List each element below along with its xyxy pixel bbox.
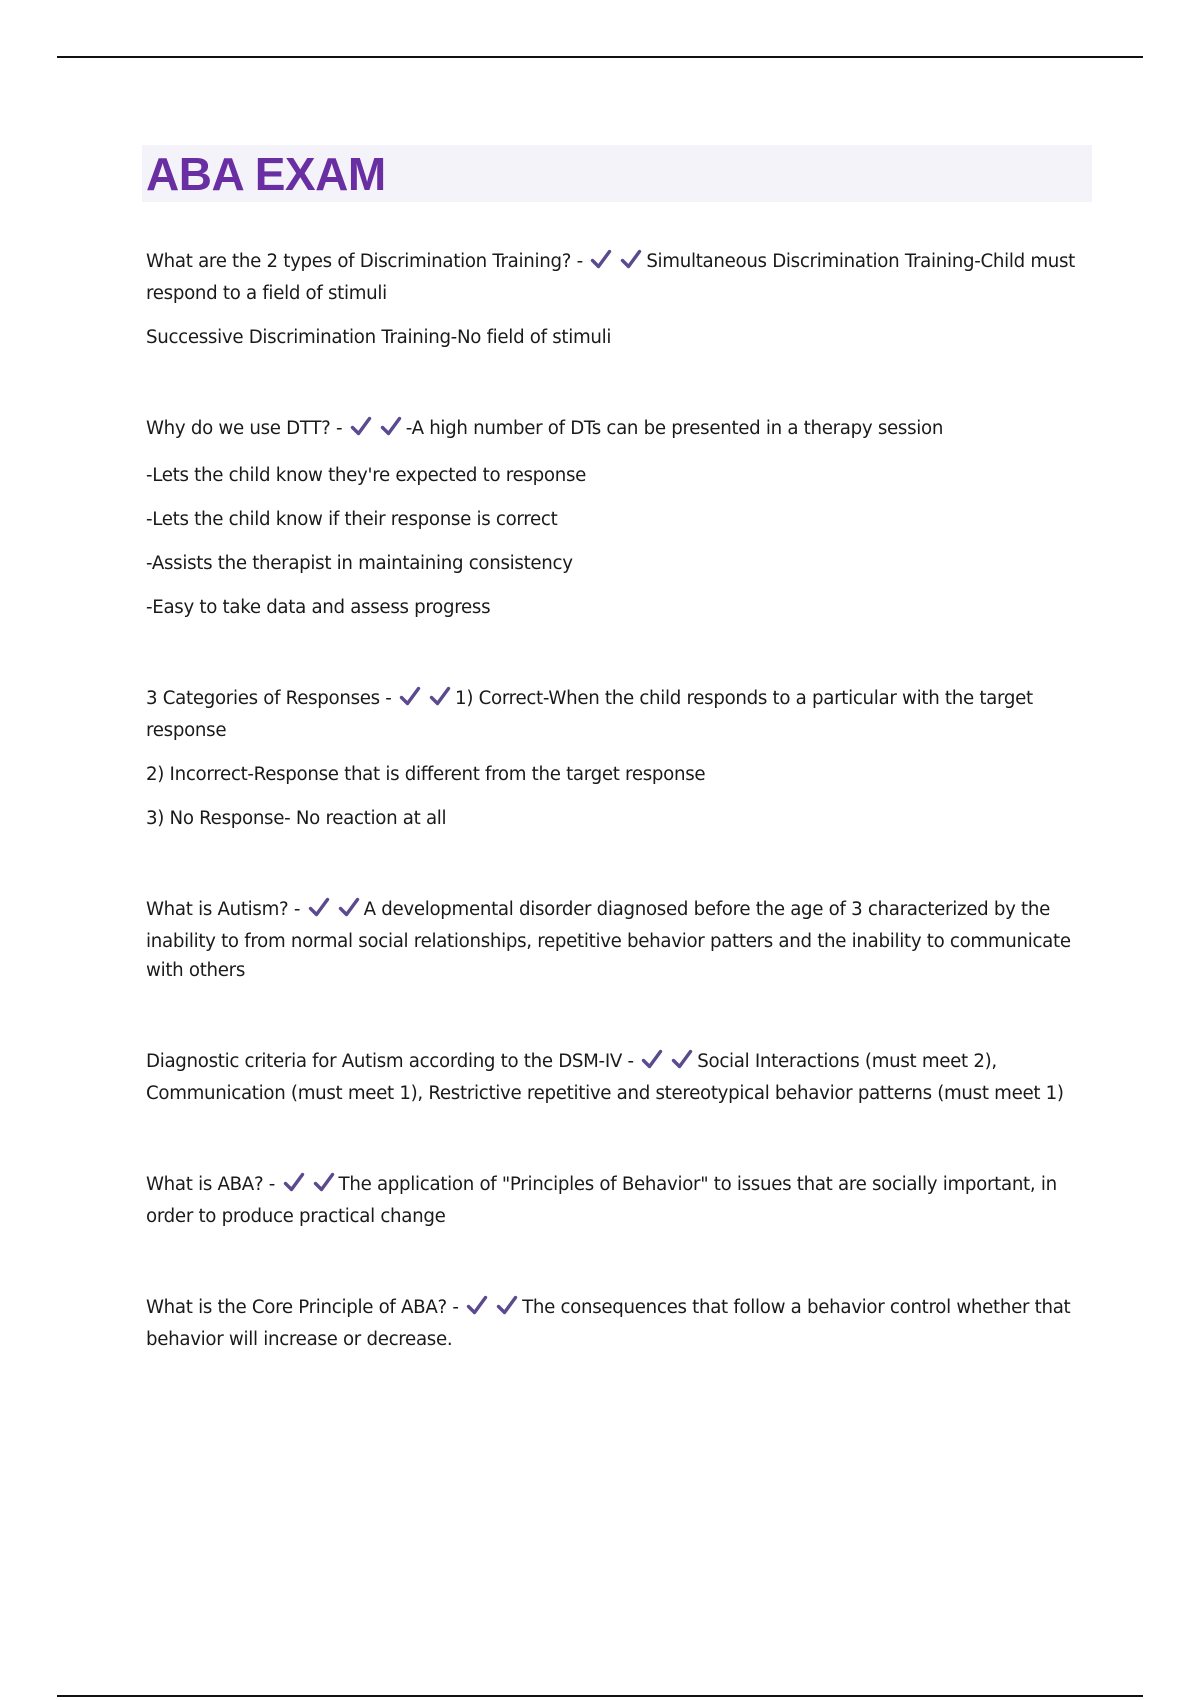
answer-text: The consequences that follow a behavior control whether that behavior will increase or decrease. — [146, 1297, 1071, 1350]
qa-first-paragraph — [146, 1047, 1090, 1108]
qa-list — [146, 247, 1090, 1416]
checkmark-icon — [496, 1294, 518, 1316]
qa-item — [146, 414, 1090, 622]
qa-first-paragraph — [146, 1170, 1090, 1231]
answer-text: Social Interactions (must meet 2), Communication (must meet 1), Restrictive repetitive and stereotypical behavior patterns (must meet 1) — [146, 1051, 1064, 1104]
answer-checkmarks — [283, 1171, 337, 1202]
qa-item — [146, 247, 1090, 352]
answer-checkmarks — [308, 896, 362, 927]
answer-line: -Assists the therapist in maintaining consistency — [146, 553, 573, 574]
question-text: Why do we use DTT? - — [146, 418, 343, 439]
checkmark-icon — [641, 1048, 663, 1070]
bottom-rule — [57, 1695, 1143, 1697]
checkmark-icon — [380, 415, 402, 437]
qa-first-paragraph — [146, 247, 1090, 308]
question-text: What is the Core Principle of ABA? - — [146, 1297, 459, 1318]
qa-first-paragraph — [146, 895, 1090, 985]
answer-checkmarks — [590, 248, 644, 279]
answer-checkmarks — [641, 1048, 695, 1079]
checkmark-icon — [308, 896, 330, 918]
checkmark-icon — [283, 1171, 305, 1193]
qa-first-paragraph — [146, 414, 1090, 446]
answer-text: -A high number of DTs can be presented in a therapy session — [405, 418, 944, 439]
qa-first-paragraph — [146, 1293, 1090, 1354]
answer-line: -Lets the child know they're expected to response — [146, 465, 587, 486]
answer-checkmarks — [399, 685, 453, 716]
checkmark-icon — [429, 685, 451, 707]
question-text: Diagnostic criteria for Autism according to the DSM-IV - — [146, 1051, 634, 1072]
qa-item — [146, 895, 1090, 985]
answer-text: The application of "Principles of Behavior" to issues that are socially important, in order to produce practical change — [146, 1174, 1057, 1227]
answer-line: 2) Incorrect-Response that is different from the target response — [146, 764, 706, 785]
checkmark-icon — [399, 685, 421, 707]
answer-line: 3) No Response- No reaction at all — [146, 808, 447, 829]
answer-checkmarks — [350, 415, 404, 446]
checkmark-icon — [590, 248, 612, 270]
qa-item — [146, 684, 1090, 833]
qa-first-paragraph — [146, 684, 1090, 745]
checkmark-icon — [313, 1171, 335, 1193]
checkmark-icon — [671, 1048, 693, 1070]
qa-item — [146, 1293, 1090, 1354]
question-text: 3 Categories of Responses - — [146, 688, 392, 709]
answer-text: A developmental disorder diagnosed before the age of 3 characterized by the inability to from normal social relationships, repetitive behavior patters and the inability to communicate with others — [146, 899, 1071, 981]
page-title: ABA EXAM — [146, 148, 386, 200]
question-text: What is ABA? - — [146, 1174, 276, 1195]
answer-line: Successive Discrimination Training-No field of stimuli — [146, 327, 612, 348]
question-text: What are the 2 types of Discrimination Training? - — [146, 251, 583, 272]
checkmark-icon — [350, 415, 372, 437]
answer-line: -Easy to take data and assess progress — [146, 597, 491, 618]
qa-item — [146, 1047, 1090, 1108]
question-text: What is Autism? - — [146, 899, 301, 920]
answer-checkmarks — [466, 1294, 520, 1325]
answer-text: Simultaneous Discrimination Training-Child must respond to a field of stimuli — [146, 251, 1075, 304]
answer-line: -Lets the child know if their response is correct — [146, 509, 558, 530]
checkmark-icon — [620, 248, 642, 270]
checkmark-icon — [466, 1294, 488, 1316]
qa-item — [146, 1170, 1090, 1231]
answer-text: 1) Correct-When the child responds to a particular with the target response — [146, 688, 1033, 741]
checkmark-icon — [338, 896, 360, 918]
top-rule — [57, 56, 1143, 58]
